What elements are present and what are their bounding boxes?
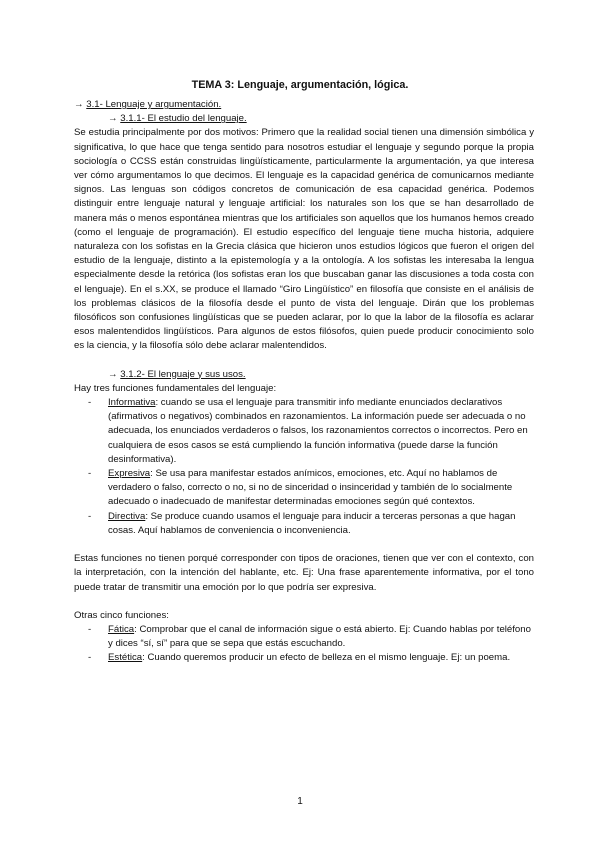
dash-bullet-icon: -	[88, 623, 92, 635]
function-term: Directiva	[108, 510, 146, 522]
function-text: : cuando se usa el lenguaje para transmitir info mediante enunciados declarativos (afirmativos o negativos) combinados en razonamientos. La información puede ser adecuada o no adecuada, los enunciados verdaderos o falsos, los razonamientos correctos o incorrectos. Pero en cualquiera de esos casos se está cumpliendo la función informativa (puede darse la función desinformativa).	[108, 397, 528, 465]
dash-bullet-icon: -	[88, 652, 92, 664]
other-functions-list	[74, 623, 534, 666]
arrow-icon: →	[108, 113, 118, 125]
other-functions-intro: Otras cinco funciones:	[74, 609, 169, 621]
function-text: : Cuando queremos producir un efecto de belleza en el mismo lenguaje. Ej: un poema.	[142, 652, 511, 664]
function-text: : Comprobar que el canal de información sigue o está abierto. Ej: Cuando hablas por teléfono y dices “sí, sí” para que se sepa que estás escuchando.	[108, 623, 531, 650]
spacer	[74, 538, 534, 552]
section-label: 3.1.1- El estudio del lenguaje.	[120, 113, 247, 125]
section-heading-3-1-2	[108, 368, 534, 382]
spacer	[74, 354, 534, 368]
functions-list	[74, 396, 534, 538]
section-heading-3-1-1	[108, 112, 534, 126]
function-term: Expresiva	[108, 468, 151, 480]
document-body	[74, 98, 534, 666]
function-term: Informativa	[108, 397, 156, 409]
arrow-icon: →	[108, 368, 118, 380]
paragraph-funciones-contexto: Estas funciones no tienen porqué corresponder con tipos de oraciones, tienen que ver con el contexto, con la interpretación, con la intención del hablante, etc. Ej: Una frase aparentemente informativa, por el tono puede tratar de transmitir una emoción por lo que podría ser expresiva.	[74, 553, 534, 593]
function-text: : Se produce cuando usamos el lenguaje para inducir a terceras personas a que hagan cosas. Aquí hablamos de conveniencia o inconveniencia.	[108, 510, 516, 536]
spacer	[74, 595, 534, 609]
dash-bullet-icon: -	[88, 468, 92, 480]
function-term: Fática	[108, 623, 135, 635]
section-heading-3-1	[74, 98, 534, 112]
list-item	[74, 510, 534, 538]
paragraph-estudio-lenguaje: Se estudia principalmente por dos motivos: Primero que la realidad social tienen una dimensión simbólica y significativa, lo que hace que tenga sentido para nosotros estudiar el lenguaje y segundo porque la propia sociología o CCSS están construidas lingüísticamente, particularmente la argumentación, ya que interesa ver cómo argumentamos lo que decimos. El lenguaje es la capacidad genérica de comunicarnos mediante signos. Las lenguas son códigos concretos de comunicación de esa capacidad genérica. Podemos distinguir entre lenguaje natural y lenguaje artificial: los naturales son los que se han desarrollado de manera más o menos espontánea mientras que los artificiales son aquellos que los humanos hemos creado (como el lenguaje de programación). El estudio específico del lenguaje tiene mucha historia, adquiere naturaleza con los sofistas en la Grecia clásica que hicieron unos estudios lógicos que fueron el origen del estudio de la lenguaje, distinto a la epistemología y a la ontología. A los sofistas les interesaba la lengua especialmente desde la retórica (los sofistas eran los que buscaban ganar las discusiones a toda costa con el lenguaje). En el s.XX, se produce el llamado “Giro Lingüístico” en filosofía que consiste en el análisis de los problemas clásicos de la filosofía desde el punto de vista del lenguaje. Dirán que los problemas filosóficos son confusiones lingüísticas que se pueden aclarar, por lo que la labor de la filosofía es aclarar esos malentendidos lingüísticos. Para algunos de estos filósofos, quien puede producir conocimiento solo es la ciencia, y la filosofía sólo debe aclarar malentendidos.	[74, 127, 534, 352]
function-text: : Se usa para manifestar estados anímicos, emociones, etc. Aquí no hablamos de verdadero o falso, correcto o no, si no de sinceridad o insinceridad y también de lo socialmente adecuado o inadecuado de manifestar determinadas emociones según qué contextos.	[108, 468, 513, 508]
page-number: 1	[297, 796, 303, 807]
dash-bullet-icon: -	[88, 397, 92, 409]
list-item	[74, 467, 534, 510]
list-item	[74, 651, 534, 665]
functions-intro: Hay tres funciones fundamentales del lenguaje:	[74, 382, 277, 394]
page-title: TEMA 3: Lenguaje, argumentación, lógica.	[191, 79, 409, 91]
arrow-icon: →	[74, 99, 84, 110]
list-item	[74, 623, 534, 651]
function-term: Estética	[108, 652, 143, 664]
section-label: 3.1.2- El lenguaje y sus usos.	[120, 368, 246, 380]
dash-bullet-icon: -	[88, 510, 92, 522]
list-item	[74, 396, 534, 467]
section-label: 3.1- Lenguaje y argumentación.	[86, 99, 222, 110]
